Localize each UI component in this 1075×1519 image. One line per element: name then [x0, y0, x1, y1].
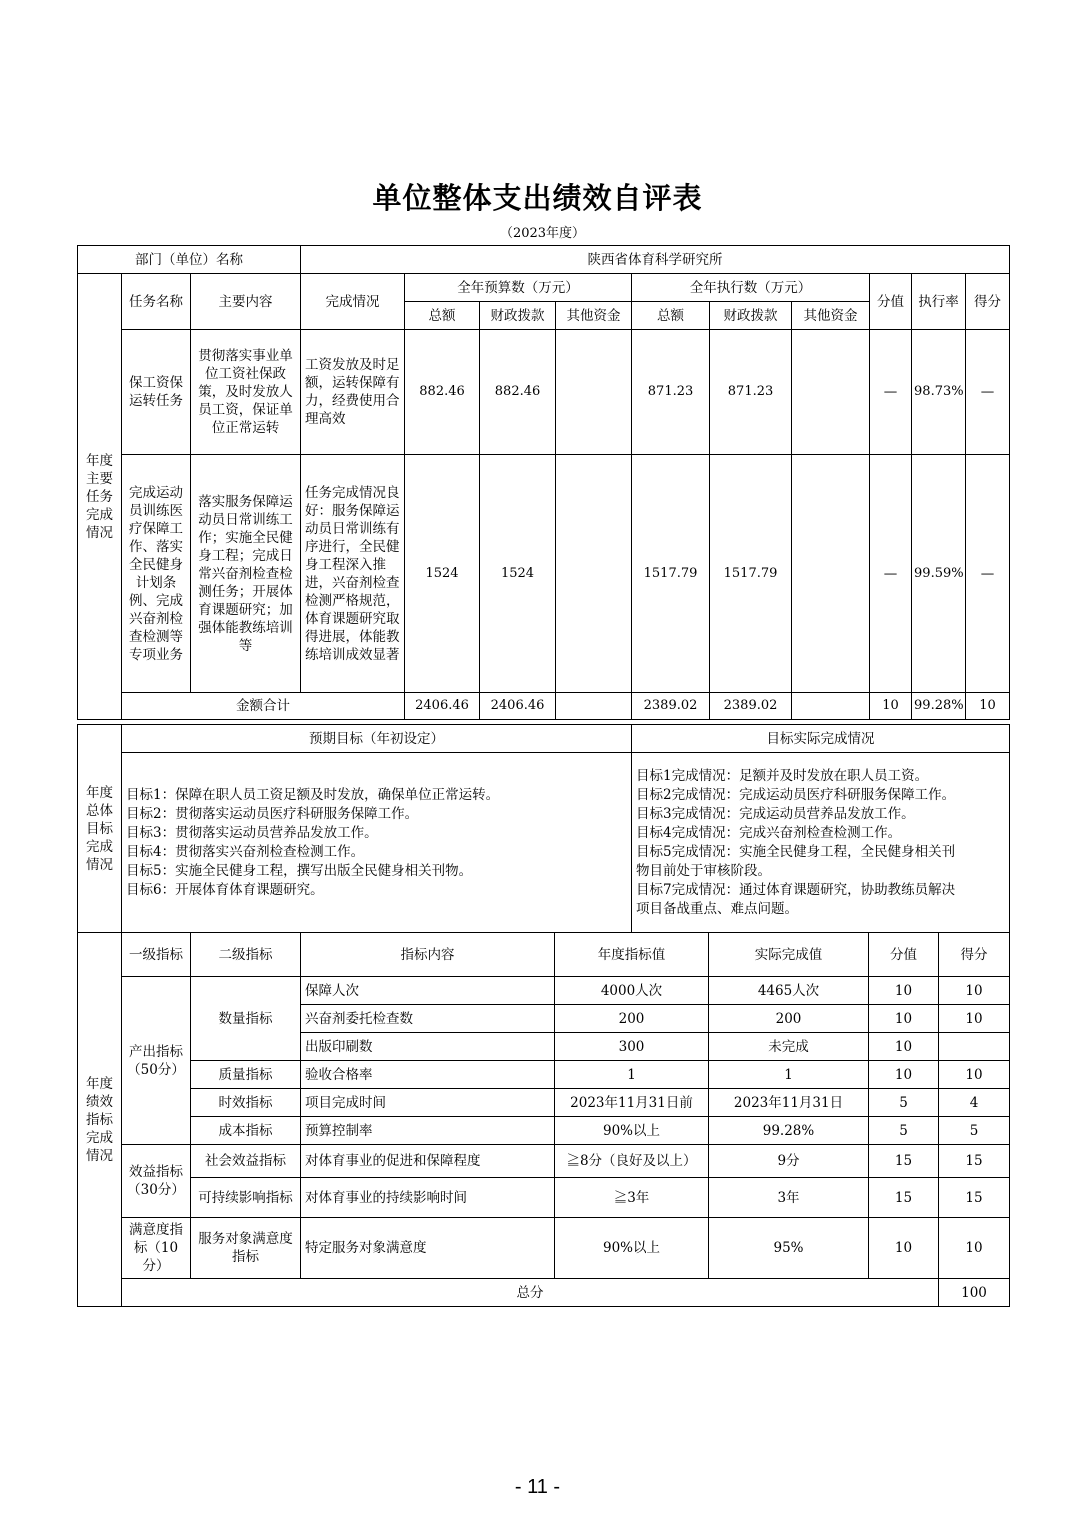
- task-status: 工资发放及时足额，运转保障有力，经费使用合理高效: [301, 330, 405, 455]
- indicator-score: 15: [939, 1145, 1010, 1178]
- indicator-actual: 3年: [709, 1178, 869, 1218]
- sum-exec-other: [792, 693, 870, 720]
- actual-goal-item: 目标1完成情况：足额并及时发放在职人员工资。: [636, 767, 929, 784]
- exec-other: [792, 330, 870, 455]
- indicator-score: 10: [939, 1218, 1010, 1279]
- header-level2: 二级指标: [191, 933, 301, 977]
- exec-rate: 99.59%: [912, 455, 966, 693]
- total-row: [78, 1279, 1010, 1307]
- header-budget-other: 其他资金: [556, 302, 632, 330]
- header-score-value: 分值: [869, 933, 939, 977]
- table-row: [78, 1117, 1010, 1145]
- indicator-score: 4: [939, 1089, 1010, 1117]
- sum-exec-fiscal: 2389.02: [710, 693, 792, 720]
- sum-label: 金额合计: [122, 693, 405, 720]
- header-indicator-content: 指标内容: [301, 933, 555, 977]
- document-year: （2023年度）: [499, 226, 586, 241]
- indicator-actual: 4465人次: [709, 977, 869, 1005]
- actual-goal-item: 物目前处于审核阶段。: [636, 862, 771, 879]
- actual-goal-item: 目标5完成情况：实施全民健身工程，全民健身相关刊: [636, 843, 956, 860]
- indicators-section-label: 年度绩效指标完成情况: [78, 933, 122, 1307]
- page-number: - 11 -: [514, 1476, 561, 1498]
- actual-goal-item: 项目备战重点、难点问题。: [636, 900, 798, 917]
- header-main-content: 主要内容: [191, 274, 301, 330]
- sub-quality: 质量指标: [191, 1061, 301, 1089]
- indicator-actual: 2023年11月31日: [709, 1089, 869, 1117]
- actual-goal-item: 目标4完成情况：完成兴奋剂检查检测工作。: [636, 824, 902, 841]
- task-content: 落实服务保障运动员日常训练工作；实施全民健身工程；完成日常兴奋剂检查检测任务；开展体育课题研究；加强体能教练培训等: [191, 455, 301, 693]
- header-task-name: 任务名称: [122, 274, 191, 330]
- score: —: [966, 330, 1010, 455]
- indicator-actual: 200: [709, 1005, 869, 1033]
- indicator-content: 特定服务对象满意度: [301, 1218, 555, 1279]
- sum-score-value: 10: [870, 693, 912, 720]
- sub-timeliness: 时效指标: [191, 1089, 301, 1117]
- actual-goal-item: 目标2完成情况：完成运动员医疗科研服务保障工作。: [636, 786, 956, 803]
- expected-goals-header: 预期目标（年初设定）: [122, 725, 632, 753]
- header-exec-fiscal: 财政拨款: [710, 302, 792, 330]
- group-output: 产出指标（50分）: [122, 977, 191, 1145]
- header-budget-total: 总额: [405, 302, 480, 330]
- indicator-score-value: 10: [869, 977, 939, 1005]
- indicator-content: 兴奋剂委托检查数: [301, 1005, 555, 1033]
- goals-section-label: 年度总体目标完成情况: [78, 725, 122, 933]
- indicator-target: 2023年11月31日前: [555, 1089, 709, 1117]
- indicator-content: 项目完成时间: [301, 1089, 555, 1117]
- sub-quantity: 数量指标: [191, 977, 301, 1061]
- indicator-score-value: 5: [869, 1117, 939, 1145]
- indicator-target: 1: [555, 1061, 709, 1089]
- sum-budget-total: 2406.46: [405, 693, 480, 720]
- sum-row: [78, 693, 1010, 720]
- sub-sustain: 可持续影响指标: [191, 1178, 301, 1218]
- indicator-score-value: 10: [869, 1005, 939, 1033]
- group-benefit: 效益指标（30分）: [122, 1145, 191, 1218]
- expected-goal-item: 目标1：保障在职人员工资足额及时发放，确保单位正常运转。: [126, 786, 500, 803]
- actual-goals-header: 目标实际完成情况: [632, 725, 1010, 753]
- indicator-score: 15: [939, 1178, 1010, 1218]
- score-value: —: [870, 455, 912, 693]
- actual-goals: [632, 753, 1010, 933]
- indicator-target: 90%以上: [555, 1218, 709, 1279]
- sum-budget-fiscal: 2406.46: [480, 693, 556, 720]
- table-row: [78, 977, 1010, 1005]
- tasks-table: [77, 245, 1010, 720]
- table-row: [78, 1061, 1010, 1089]
- header-score: 得分: [939, 933, 1010, 977]
- task-content: 贯彻落实事业单位工资社保政策，及时发放人员工资，保证单位正常运转: [191, 330, 301, 455]
- header-actual: 实际完成值: [709, 933, 869, 977]
- table-row: [78, 1178, 1010, 1218]
- dept-label: 部门（单位）名称: [78, 246, 301, 274]
- budget-total: 1524: [405, 455, 480, 693]
- sum-budget-other: [556, 693, 632, 720]
- expected-goal-item: 目标3：贯彻落实运动员营养品发放工作。: [126, 824, 378, 841]
- sub-service: 服务对象满意度指标: [191, 1218, 301, 1279]
- indicator-target: 300: [555, 1033, 709, 1061]
- score: —: [966, 455, 1010, 693]
- task-name: 完成运动员训练医疗保障工作、落实全民健身计划条例、完成兴奋剂检查检测等专项业务: [122, 455, 191, 693]
- budget-total: 882.46: [405, 330, 480, 455]
- indicator-actual: 99.28%: [709, 1117, 869, 1145]
- indicator-actual: 1: [709, 1061, 869, 1089]
- sum-exec-total: 2389.02: [632, 693, 710, 720]
- goals-table: [77, 724, 1010, 933]
- header-score: 得分: [966, 274, 1010, 330]
- budget-other: [556, 455, 632, 693]
- table-row: [78, 455, 1010, 693]
- sum-score: 10: [966, 693, 1010, 720]
- indicator-score-value: 5: [869, 1089, 939, 1117]
- budget-other: [556, 330, 632, 455]
- header-budget-fiscal: 财政拨款: [480, 302, 556, 330]
- header-exec-total: 总额: [632, 302, 710, 330]
- indicator-target: 200: [555, 1005, 709, 1033]
- expected-goals: [122, 753, 632, 933]
- total-label: 总分: [122, 1279, 939, 1307]
- indicator-content: 验收合格率: [301, 1061, 555, 1089]
- indicator-score: 10: [939, 977, 1010, 1005]
- indicator-score-value: 10: [869, 1033, 939, 1061]
- header-level1: 一级指标: [122, 933, 191, 977]
- indicator-score-value: 15: [869, 1145, 939, 1178]
- sum-exec-rate: 99.28%: [912, 693, 966, 720]
- total-score-value: 100: [939, 1279, 1010, 1307]
- table-row: [78, 330, 1010, 455]
- exec-fiscal: 1517.79: [710, 455, 792, 693]
- table-row: [78, 1089, 1010, 1117]
- exec-rate: 98.73%: [912, 330, 966, 455]
- exec-total: 1517.79: [632, 455, 710, 693]
- actual-goal-item: 目标7完成情况：通过体育课题研究，协助教练员解决: [636, 881, 956, 898]
- indicator-target: 4000人次: [555, 977, 709, 1005]
- exec-fiscal: 871.23: [710, 330, 792, 455]
- indicator-score-value: 10: [869, 1218, 939, 1279]
- exec-total: 871.23: [632, 330, 710, 455]
- header-target: 年度指标值: [555, 933, 709, 977]
- indicator-score: 5: [939, 1117, 1010, 1145]
- sub-cost: 成本指标: [191, 1117, 301, 1145]
- exec-other: [792, 455, 870, 693]
- indicator-score-value: 10: [869, 1061, 939, 1089]
- task-name: 保工资保运转任务: [122, 330, 191, 455]
- indicator-score-value: 15: [869, 1178, 939, 1218]
- budget-fiscal: 1524: [480, 455, 556, 693]
- actual-goal-item: 目标3完成情况：完成运动员营养品发放工作。: [636, 805, 915, 822]
- group-satisfaction: 满意度指标（10分）: [122, 1218, 191, 1279]
- indicator-content: 出版印刷数: [301, 1033, 555, 1061]
- sub-social: 社会效益指标: [191, 1145, 301, 1178]
- expected-goal-item: 目标6：开展体育体育课题研究。: [126, 881, 324, 898]
- document-title: 单位整体支出绩效自评表: [372, 181, 703, 215]
- indicator-content: 对体育事业的促进和保障程度: [301, 1145, 555, 1178]
- budget-fiscal: 882.46: [480, 330, 556, 455]
- expected-goal-item: 目标5：实施全民健身工程，撰写出版全民健身相关刊物。: [126, 862, 473, 879]
- table-row: [78, 1218, 1010, 1279]
- dept-name: 陕西省体育科学研究所: [301, 246, 1010, 274]
- indicator-score: [939, 1033, 1010, 1061]
- header-exec-other: 其他资金: [792, 302, 870, 330]
- indicator-actual: 9分: [709, 1145, 869, 1178]
- score-value: —: [870, 330, 912, 455]
- expected-goal-item: 目标2：贯彻落实运动员医疗科研服务保障工作。: [126, 805, 419, 822]
- indicator-content: 预算控制率: [301, 1117, 555, 1145]
- indicator-content: 保障人次: [301, 977, 555, 1005]
- indicator-score: 10: [939, 1005, 1010, 1033]
- header-execution: 全年执行数（万元）: [632, 274, 870, 302]
- header-budget: 全年预算数（万元）: [405, 274, 632, 302]
- indicator-content: 对体育事业的持续影响时间: [301, 1178, 555, 1218]
- task-status: 任务完成情况良好：服务保障运动员日常训练有序进行，全民健身工程深入推进，兴奋剂检查检测严格规范，体育课题研究取得进展，体能教练培训成效显著: [301, 455, 405, 693]
- table-row: [78, 1145, 1010, 1178]
- header-exec-rate: 执行率: [912, 274, 966, 330]
- header-completion: 完成情况: [301, 274, 405, 330]
- indicator-target: 90%以上: [555, 1117, 709, 1145]
- indicator-target: ≧3年: [555, 1178, 709, 1218]
- indicators-table: [77, 932, 1010, 1307]
- indicator-score: 10: [939, 1061, 1010, 1089]
- indicator-actual: 95%: [709, 1218, 869, 1279]
- expected-goal-item: 目标4：贯彻落实兴奋剂检查检测工作。: [126, 843, 365, 860]
- indicator-target: ≧8分（良好及以上）: [555, 1145, 709, 1178]
- header-score-value: 分值: [870, 274, 912, 330]
- tasks-section-label: 年度主要任务完成情况: [78, 274, 122, 720]
- indicator-actual: 未完成: [709, 1033, 869, 1061]
